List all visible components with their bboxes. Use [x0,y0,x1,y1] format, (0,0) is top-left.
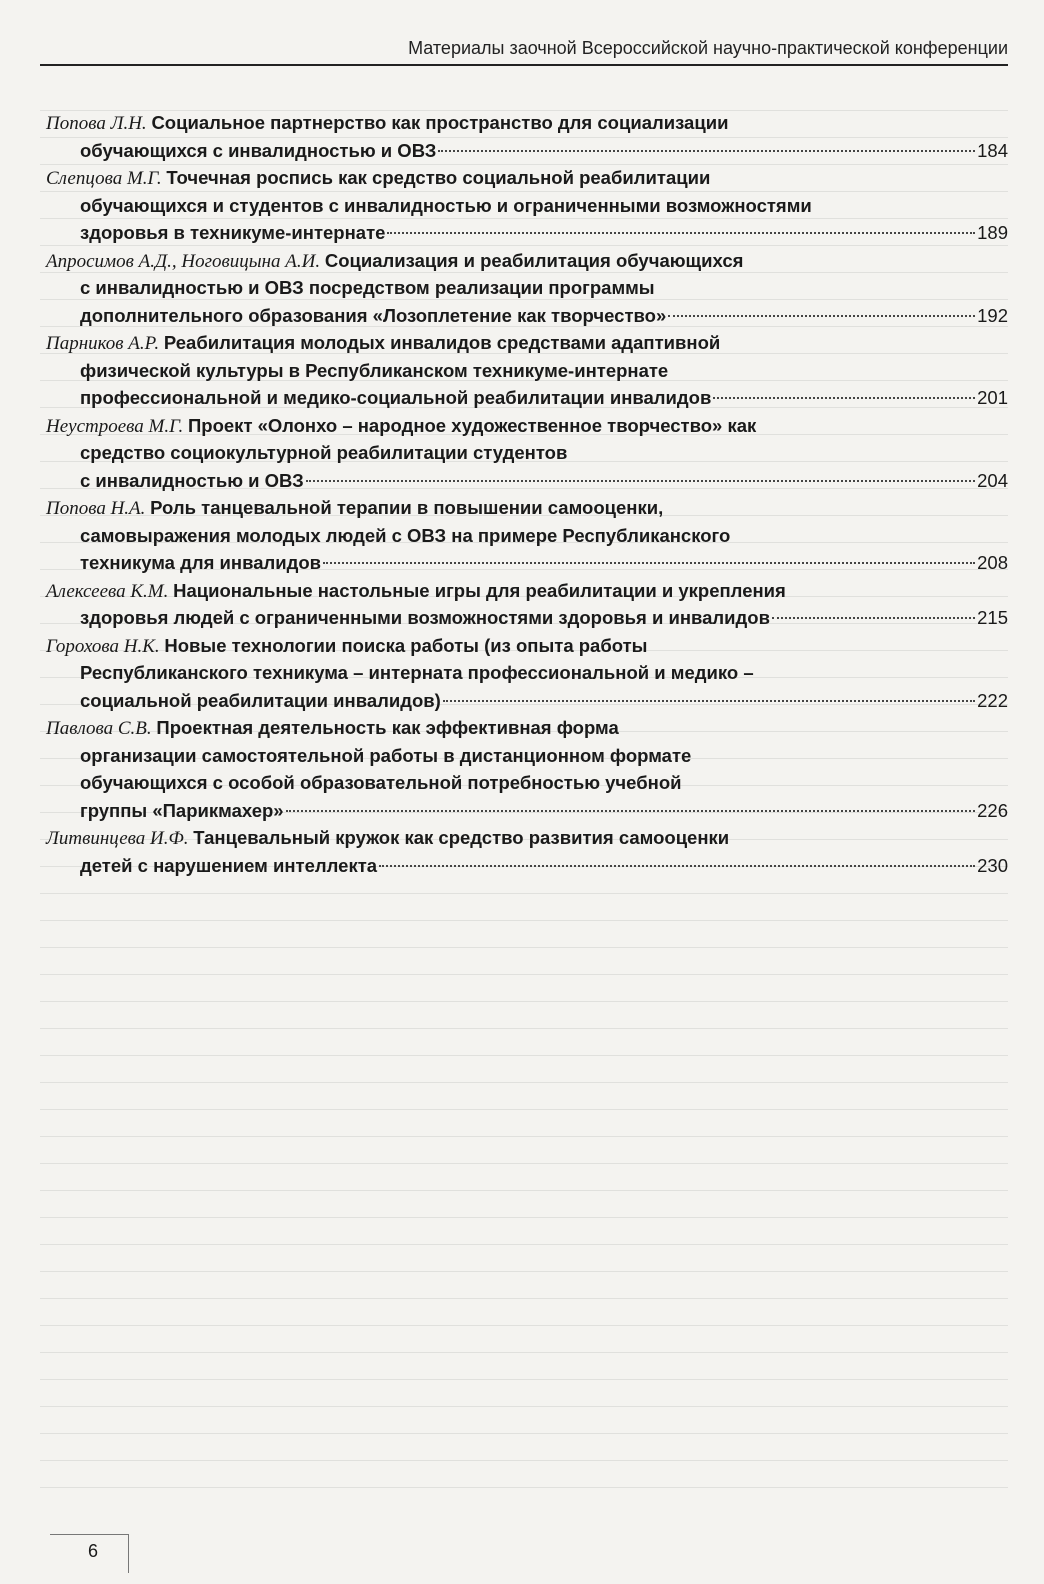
toc-entry-author: Горохова Н.К. [46,635,160,657]
toc-entry-title: здоровья людей с ограниченными возможностями здоровья и инвалидов [80,607,770,628]
toc-entry-title: Роль танцевальной терапии в повышении самооценки, [150,497,664,518]
toc-entry-line [40,220,1008,248]
toc-entry-page-number: 189 [977,222,1008,243]
toc-entry-title: с инвалидностью и ОВЗ [80,469,304,491]
toc-entry-line [40,358,1008,386]
dot-leader [713,397,975,399]
running-header [40,36,1008,66]
toc-entry-title: Точечная роспись как средство социальной реабилитации [166,167,711,188]
toc-entry-title: Проектная деятельность как эффективная форма [156,717,619,738]
toc-entry-line [40,468,1008,496]
toc-entry-title: обучающихся и студентов с инвалидностью и ограниченными возможностями [80,194,812,216]
dot-leader [438,150,975,152]
toc-entry-author: Павлова С.В. [46,718,152,739]
toc-entry-title: дополнительного образования «Лозоплетение как творчество» [80,304,667,326]
toc-entry-title: Национальные настольные игры для реабилитации и укрепления [173,579,786,601]
toc-entry-line [40,688,1008,716]
toc-entry-line [40,413,1008,441]
toc-entry-page-number: 215 [977,607,1008,628]
toc-entry-line [40,193,1008,221]
toc-entry-page-number: 204 [977,469,1008,491]
toc-entry-author: Алексеева К.М. [46,580,169,602]
dot-leader [668,315,975,317]
toc-entry-line [40,303,1008,331]
toc-entry-title: Социальное партнерство как пространство для социализации [151,112,729,133]
toc-entry-author: Литвинцева И.Ф. [46,828,189,849]
toc-entry-author: Попова Н.А. [46,498,146,519]
toc-entry-title: детей с нарушением интеллекта [80,854,378,876]
toc-entry-title: обучающихся с инвалидностью и ОВЗ [80,139,437,161]
toc-entry-title: Республиканского техникума – интерната профессиональной и медико – [80,662,754,683]
toc-entry[interactable] [40,715,1008,825]
toc-entry-title: Реабилитация молодых инвалидов средствами адаптивной [163,332,721,353]
toc-entry-line [40,605,1008,633]
toc-entry-line [40,715,1008,743]
page-footer [50,1534,129,1573]
toc-entry-title: социальной реабилитации инвалидов) [80,689,441,711]
toc-entry-page-number: 184 [977,139,1008,161]
dot-leader [306,480,975,482]
toc-entry[interactable] [40,578,1008,633]
toc-entry-title: физической культуры в Республиканском техникуме-интернате [80,359,669,381]
toc-entry-page-number: 226 [977,799,1008,821]
toc-entry-page-number: 192 [977,304,1008,326]
toc-entry-title: техникума для инвалидов [80,552,322,573]
toc-entry-title: средство социокультурной реабилитации студентов [80,442,568,463]
toc-entry[interactable] [40,413,1008,496]
dot-leader [772,617,975,619]
dot-leader [379,865,975,867]
toc-entry-page-number: 230 [977,854,1008,876]
toc-entry-line [40,330,1008,358]
toc-entry-line [40,523,1008,551]
toc-entry-line [40,825,1008,853]
toc-entry-line [40,798,1008,826]
toc-entry-title: Проект «Олонхо – народное художественное творчество» как [188,414,757,436]
toc-entry-line [40,165,1008,193]
toc-entry-title: группы «Парикмахер» [80,799,284,821]
toc-entry-title: организации самостоятельной работы в дистанционном формате [80,744,692,766]
toc-entry-line [40,743,1008,771]
toc-entry-line [40,248,1008,276]
toc-entry-title: Социализация и реабилитация обучающихся [324,249,744,271]
dot-leader [387,232,975,234]
toc-entry-title: здоровья в техникуме-интернате [80,222,386,243]
toc-entry[interactable] [40,825,1008,880]
toc-entry-author: Парников А.Р. [46,333,160,354]
dot-leader [286,810,976,812]
toc-entry-line [40,853,1008,881]
toc-entry-title: профессиональной и медико-социальной реабилитации инвалидов [80,387,712,408]
dot-leader [443,700,975,702]
toc-entry-page-number: 222 [977,689,1008,711]
toc-entry-title: обучающихся с особой образовательной потребностью учебной [80,772,682,793]
toc-entry-title: Новые технологии поиска работы (из опыта работы [164,634,648,656]
page-number: 6 [88,1541,99,1561]
toc-entry-author: Апросимов А.Д., Ноговицына А.И. [46,250,321,272]
toc-entry-line [40,495,1008,523]
toc-entry-author: Слепцова М.Г. [46,168,162,189]
toc-entry[interactable] [40,110,1008,165]
toc-entry-page-number: 208 [977,552,1008,573]
toc-entry-title: самовыражения молодых людей с ОВЗ на примере Республиканского [80,524,731,546]
dot-leader [323,562,975,564]
toc-entry-author: Неустроева М.Г. [46,415,184,437]
toc-entry-line [40,275,1008,303]
toc-entry-line [40,660,1008,688]
toc-entry[interactable] [40,633,1008,716]
toc-entry[interactable] [40,248,1008,331]
toc-entry[interactable] [40,495,1008,578]
toc-entry-line [40,578,1008,606]
toc-entry-page-number: 201 [977,387,1008,408]
toc-entry-line [40,138,1008,166]
running-header-title: Материалы заочной Всероссийской научно-практической конференции [408,38,1008,58]
toc-entry-line [40,633,1008,661]
toc-entry-line [40,770,1008,798]
toc-entry-line [40,550,1008,578]
toc-entry-line [40,440,1008,468]
toc-entry-author: Попова Л.Н. [46,113,147,134]
toc-entry-title: с инвалидностью и ОВЗ посредством реализации программы [80,277,655,298]
table-of-contents [40,110,1008,880]
toc-entry-line [40,385,1008,413]
toc-entry-line [40,110,1008,138]
toc-entry[interactable] [40,330,1008,413]
toc-entry-title: Танцевальный кружок как средство развития самооценки [193,827,730,848]
toc-entry[interactable] [40,165,1008,248]
